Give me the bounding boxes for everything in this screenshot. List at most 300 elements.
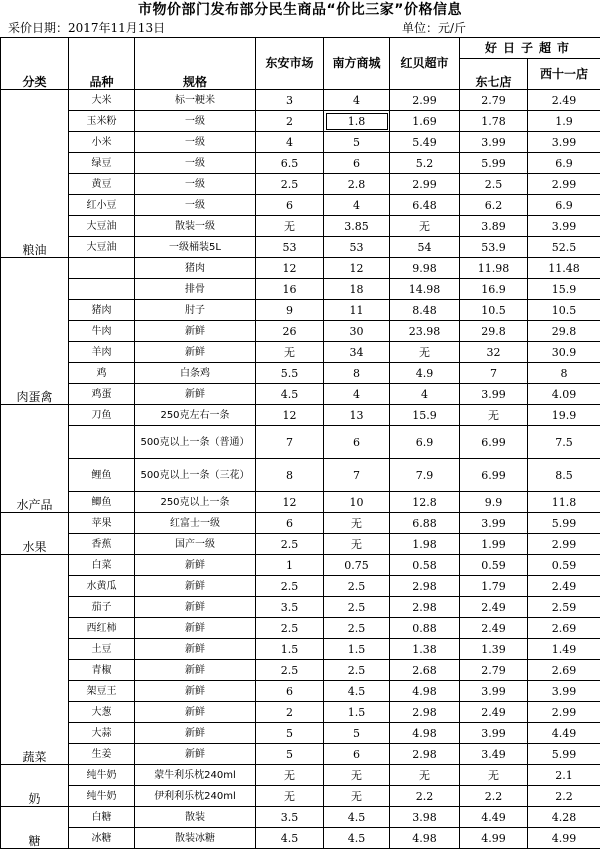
header-dongan: 东安市场 <box>256 38 324 90</box>
price-hongbei: 7.9 <box>390 459 460 492</box>
price-dongan: 3.5 <box>256 597 324 618</box>
price-table <box>0 37 600 849</box>
table-row <box>1 459 600 492</box>
price-dongan: 12 <box>256 492 324 513</box>
price-nanfang: 5 <box>324 132 390 153</box>
price-hongbei: 4 <box>390 384 460 405</box>
price-nanfang: 0.75 <box>324 555 390 576</box>
variety-cell: 水黄瓜 <box>69 576 135 597</box>
table-row <box>1 786 600 807</box>
table-row <box>1 576 600 597</box>
price-nanfang: 11 <box>324 300 390 321</box>
table-row <box>1 492 600 513</box>
variety-cell: 鸡蛋 <box>69 384 135 405</box>
price-dongan: 无 <box>256 786 324 807</box>
price-dongqi: 3.99 <box>460 723 528 744</box>
variety-cell: 绿豆 <box>69 153 135 174</box>
price-nanfang: 7 <box>324 459 390 492</box>
price-nanfang: 无 <box>324 513 390 534</box>
price-nanfang: 12 <box>324 258 390 279</box>
price-nanfang: 2.5 <box>324 576 390 597</box>
price-nanfang: 6 <box>324 153 390 174</box>
price-hongbei: 23.98 <box>390 321 460 342</box>
table-row <box>1 216 600 237</box>
price-dongqi: 29.8 <box>460 321 528 342</box>
price-dongqi: 2.2 <box>460 786 528 807</box>
price-dongqi: 2.49 <box>460 597 528 618</box>
price-dongan: 7 <box>256 426 324 459</box>
price-dongan: 5 <box>256 744 324 765</box>
price-xishiyi: 7.5 <box>528 426 600 459</box>
table-row <box>1 513 600 534</box>
price-nanfang: 1.5 <box>324 639 390 660</box>
price-xishiyi: 2.99 <box>528 702 600 723</box>
category-cell: 粮油 <box>1 90 69 258</box>
price-xishiyi: 19.9 <box>528 405 600 426</box>
price-dongan: 9 <box>256 300 324 321</box>
variety-cell: 大葱 <box>69 702 135 723</box>
price-xishiyi: 6.9 <box>528 153 600 174</box>
price-hongbei: 0.88 <box>390 618 460 639</box>
price-hongbei: 2.98 <box>390 576 460 597</box>
table-row <box>1 258 600 279</box>
price-dongqi: 5.99 <box>460 153 528 174</box>
table-row <box>1 111 600 132</box>
header-spec: 规格 <box>135 38 256 90</box>
unit-label: 单位：元/斤 <box>402 20 466 37</box>
spec-cell: 新鲜 <box>135 384 256 405</box>
price-nanfang: 5 <box>324 723 390 744</box>
spec-cell: 一级 <box>135 174 256 195</box>
table-row <box>1 405 600 426</box>
price-dongan: 5.5 <box>256 363 324 384</box>
variety-cell: 黄豆 <box>69 174 135 195</box>
price-xishiyi: 0.59 <box>528 555 600 576</box>
price-xishiyi: 4.49 <box>528 723 600 744</box>
price-hongbei: 4.98 <box>390 723 460 744</box>
price-xishiyi: 3.99 <box>528 132 600 153</box>
price-dongqi: 3.49 <box>460 744 528 765</box>
price-dongqi: 6.99 <box>460 459 528 492</box>
price-hongbei: 2.68 <box>390 660 460 681</box>
price-xishiyi: 1.9 <box>528 111 600 132</box>
table-row <box>1 321 600 342</box>
header-nanfang: 南方商城 <box>324 38 390 90</box>
price-dongqi: 3.99 <box>460 384 528 405</box>
spec-cell: 蒙牛利乐枕240ml <box>135 765 256 786</box>
price-nanfang: 无 <box>324 786 390 807</box>
price-dongan: 12 <box>256 405 324 426</box>
table-row <box>1 702 600 723</box>
category-cell: 水产品 <box>1 405 69 513</box>
variety-cell: 玉米粉 <box>69 111 135 132</box>
price-xishiyi: 2.69 <box>528 660 600 681</box>
price-hongbei: 无 <box>390 342 460 363</box>
price-xishiyi: 5.99 <box>528 744 600 765</box>
price-xishiyi: 3.99 <box>528 681 600 702</box>
spec-cell: 标一粳米 <box>135 90 256 111</box>
price-hongbei: 2.99 <box>390 90 460 111</box>
spec-cell: 猪肉 <box>135 258 256 279</box>
price-hongbei: 1.69 <box>390 111 460 132</box>
spec-cell: 250克以上一条 <box>135 492 256 513</box>
spec-cell: 白条鸡 <box>135 363 256 384</box>
table-row <box>1 744 600 765</box>
table-row <box>1 342 600 363</box>
price-xishiyi: 1.49 <box>528 639 600 660</box>
price-nanfang: 4.5 <box>324 681 390 702</box>
price-xishiyi: 29.8 <box>528 321 600 342</box>
price-nanfang: 30 <box>324 321 390 342</box>
variety-cell: 大蒜 <box>69 723 135 744</box>
price-dongan: 4.5 <box>256 828 324 849</box>
header-hongbei: 红贝超市 <box>390 38 460 90</box>
price-dongan: 6 <box>256 681 324 702</box>
spec-cell: 新鲜 <box>135 744 256 765</box>
table-row <box>1 174 600 195</box>
price-xishiyi: 2.59 <box>528 597 600 618</box>
header-category: 分类 <box>1 38 69 90</box>
price-dongqi: 2.49 <box>460 618 528 639</box>
price-dongqi: 3.89 <box>460 216 528 237</box>
price-nanfang: 6 <box>324 426 390 459</box>
price-dongqi: 6.99 <box>460 426 528 459</box>
price-dongan: 无 <box>256 342 324 363</box>
price-dongqi: 无 <box>460 765 528 786</box>
variety-cell: 生姜 <box>69 744 135 765</box>
spec-cell: 500克以上一条（三花） <box>135 459 256 492</box>
variety-cell: 西红柿 <box>69 618 135 639</box>
table-row <box>1 618 600 639</box>
variety-cell: 小米 <box>69 132 135 153</box>
price-nanfang: 2.5 <box>324 660 390 681</box>
variety-cell: 白菜 <box>69 555 135 576</box>
spec-cell: 红富士一级 <box>135 513 256 534</box>
spec-cell: 散装 <box>135 807 256 828</box>
variety-cell: 茄子 <box>69 597 135 618</box>
table-row <box>1 195 600 216</box>
price-dongqi: 2.49 <box>460 702 528 723</box>
price-nanfang: 4 <box>324 90 390 111</box>
price-dongan: 1 <box>256 555 324 576</box>
spec-cell: 新鲜 <box>135 723 256 744</box>
price-dongqi: 32 <box>460 342 528 363</box>
header-variety: 品种 <box>69 38 135 90</box>
spec-cell: 国产一级 <box>135 534 256 555</box>
price-nanfang: 2.8 <box>324 174 390 195</box>
table-row <box>1 555 600 576</box>
category-cell: 水果 <box>1 513 69 555</box>
price-dongqi: 1.79 <box>460 576 528 597</box>
price-dongqi: 16.9 <box>460 279 528 300</box>
price-dongqi: 11.98 <box>460 258 528 279</box>
table-row <box>1 597 600 618</box>
variety-cell: 香蕉 <box>69 534 135 555</box>
price-dongqi: 7 <box>460 363 528 384</box>
table-row <box>1 90 600 111</box>
table-row <box>1 132 600 153</box>
variety-cell: 红小豆 <box>69 195 135 216</box>
price-hongbei: 6.9 <box>390 426 460 459</box>
price-xishiyi: 4.09 <box>528 384 600 405</box>
price-nanfang: 6 <box>324 744 390 765</box>
variety-cell: 鲤鱼 <box>69 459 135 492</box>
table-row <box>1 639 600 660</box>
table-row <box>1 765 600 786</box>
price-hongbei: 6.88 <box>390 513 460 534</box>
price-hongbei: 8.48 <box>390 300 460 321</box>
price-hongbei: 无 <box>390 765 460 786</box>
variety-cell: 纯牛奶 <box>69 765 135 786</box>
price-hongbei: 54 <box>390 237 460 258</box>
spec-cell: 新鲜 <box>135 555 256 576</box>
price-xishiyi: 4.28 <box>528 807 600 828</box>
price-dongqi: 53.9 <box>460 237 528 258</box>
table-row <box>1 681 600 702</box>
category-cell: 奶 <box>1 765 69 807</box>
price-dongqi: 2.79 <box>460 660 528 681</box>
spec-cell: 一级 <box>135 195 256 216</box>
spec-cell: 一级桶装5L <box>135 237 256 258</box>
price-xishiyi: 2.49 <box>528 90 600 111</box>
spec-cell: 一级 <box>135 111 256 132</box>
header-xishiyi: 西十一店 <box>528 59 600 90</box>
price-xishiyi: 3.99 <box>528 216 600 237</box>
price-dongan: 2.5 <box>256 660 324 681</box>
price-hongbei: 5.49 <box>390 132 460 153</box>
price-dongan: 4 <box>256 132 324 153</box>
price-nanfang: 2.5 <box>324 618 390 639</box>
table-row <box>1 534 600 555</box>
spec-cell: 新鲜 <box>135 618 256 639</box>
price-xishiyi: 4.99 <box>528 828 600 849</box>
price-xishiyi: 8 <box>528 363 600 384</box>
variety-cell: 羊肉 <box>69 342 135 363</box>
price-xishiyi: 5.99 <box>528 513 600 534</box>
table-row <box>1 384 600 405</box>
price-hongbei: 1.38 <box>390 639 460 660</box>
page-title: 市物价部门发布部分民生商品“价比三家”价格信息 <box>0 0 600 20</box>
price-nanfang: 无 <box>324 765 390 786</box>
price-nanfang: 无 <box>324 534 390 555</box>
spec-cell: 伊利利乐枕240ml <box>135 786 256 807</box>
variety-cell: 纯牛奶 <box>69 786 135 807</box>
survey-date: 采价日期：2017年11月13日 <box>8 20 165 37</box>
spec-cell: 新鲜 <box>135 576 256 597</box>
variety-cell: 土豆 <box>69 639 135 660</box>
table-row <box>1 363 600 384</box>
price-nanfang: 18 <box>324 279 390 300</box>
price-dongan: 2.5 <box>256 534 324 555</box>
price-nanfang: 4.5 <box>324 807 390 828</box>
price-hongbei: 6.48 <box>390 195 460 216</box>
price-dongqi: 3.99 <box>460 132 528 153</box>
table-row <box>1 237 600 258</box>
category-cell: 糖 <box>1 807 69 849</box>
price-hongbei: 2.99 <box>390 174 460 195</box>
price-hongbei: 5.2 <box>390 153 460 174</box>
variety-cell: 苹果 <box>69 513 135 534</box>
price-dongqi: 3.99 <box>460 513 528 534</box>
price-dongqi: 无 <box>460 405 528 426</box>
price-hongbei: 2.2 <box>390 786 460 807</box>
price-dongan: 5 <box>256 723 324 744</box>
spec-cell: 新鲜 <box>135 681 256 702</box>
price-dongan: 6.5 <box>256 153 324 174</box>
price-hongbei: 4.98 <box>390 681 460 702</box>
variety-cell: 白糖 <box>69 807 135 828</box>
price-dongan: 2.5 <box>256 174 324 195</box>
price-nanfang: 4.5 <box>324 828 390 849</box>
price-hongbei: 3.98 <box>390 807 460 828</box>
price-hongbei: 4.9 <box>390 363 460 384</box>
price-dongan: 3 <box>256 90 324 111</box>
price-dongan: 2.5 <box>256 618 324 639</box>
table-row <box>1 300 600 321</box>
spec-cell: 新鲜 <box>135 597 256 618</box>
price-hongbei: 9.98 <box>390 258 460 279</box>
table-row <box>1 426 600 459</box>
price-dongan: 12 <box>256 258 324 279</box>
spec-cell: 肘子 <box>135 300 256 321</box>
price-xishiyi: 6.9 <box>528 195 600 216</box>
price-dongqi: 4.99 <box>460 828 528 849</box>
price-dongqi: 10.5 <box>460 300 528 321</box>
variety-cell: 鸡 <box>69 363 135 384</box>
table-row <box>1 660 600 681</box>
variety-cell <box>69 258 135 279</box>
price-dongqi: 4.49 <box>460 807 528 828</box>
price-hongbei: 0.58 <box>390 555 460 576</box>
price-hongbei: 无 <box>390 216 460 237</box>
price-dongan: 26 <box>256 321 324 342</box>
price-dongqi: 9.9 <box>460 492 528 513</box>
price-dongan: 16 <box>256 279 324 300</box>
price-nanfang: 8 <box>324 363 390 384</box>
spec-cell: 散装一级 <box>135 216 256 237</box>
price-xishiyi: 2.99 <box>528 174 600 195</box>
spec-cell: 排骨 <box>135 279 256 300</box>
header-haori-group: 好日子超市 <box>460 38 600 59</box>
price-nanfang: 13 <box>324 405 390 426</box>
price-dongan: 8 <box>256 459 324 492</box>
price-dongan: 2 <box>256 702 324 723</box>
price-xishiyi: 30.9 <box>528 342 600 363</box>
price-xishiyi: 11.48 <box>528 258 600 279</box>
price-dongan: 2 <box>256 111 324 132</box>
spec-cell: 一级 <box>135 132 256 153</box>
variety-cell: 刀鱼 <box>69 405 135 426</box>
variety-cell: 大豆油 <box>69 216 135 237</box>
spec-cell: 新鲜 <box>135 660 256 681</box>
price-nanfang: 10 <box>324 492 390 513</box>
table-row <box>1 828 600 849</box>
price-dongan: 53 <box>256 237 324 258</box>
table-row <box>1 723 600 744</box>
price-hongbei: 2.98 <box>390 597 460 618</box>
spec-cell: 新鲜 <box>135 321 256 342</box>
price-dongan: 无 <box>256 216 324 237</box>
price-dongan: 4.5 <box>256 384 324 405</box>
price-dongqi: 0.59 <box>460 555 528 576</box>
table-row <box>1 279 600 300</box>
price-nanfang: 2.5 <box>324 597 390 618</box>
price-xishiyi: 2.1 <box>528 765 600 786</box>
variety-cell: 牛肉 <box>69 321 135 342</box>
price-dongan: 6 <box>256 513 324 534</box>
variety-cell: 鲫鱼 <box>69 492 135 513</box>
price-dongqi: 6.2 <box>460 195 528 216</box>
price-xishiyi: 11.8 <box>528 492 600 513</box>
price-nanfang: 1.8 <box>324 111 390 132</box>
table-row <box>1 153 600 174</box>
variety-cell: 架豆王 <box>69 681 135 702</box>
variety-cell: 大米 <box>69 90 135 111</box>
price-hongbei: 1.98 <box>390 534 460 555</box>
price-dongan: 2.5 <box>256 576 324 597</box>
price-dongqi: 1.78 <box>460 111 528 132</box>
price-xishiyi: 2.69 <box>528 618 600 639</box>
price-hongbei: 15.9 <box>390 405 460 426</box>
variety-cell: 猪肉 <box>69 300 135 321</box>
price-dongan: 3.5 <box>256 807 324 828</box>
spec-cell: 散装冰糖 <box>135 828 256 849</box>
category-cell: 蔬菜 <box>1 555 69 765</box>
price-hongbei: 2.98 <box>390 702 460 723</box>
price-dongan: 无 <box>256 765 324 786</box>
spec-cell: 250克左右一条 <box>135 405 256 426</box>
price-nanfang: 53 <box>324 237 390 258</box>
price-nanfang: 4 <box>324 384 390 405</box>
price-dongan: 1.5 <box>256 639 324 660</box>
spec-cell: 一级 <box>135 153 256 174</box>
variety-cell: 冰糖 <box>69 828 135 849</box>
price-nanfang: 4 <box>324 195 390 216</box>
price-xishiyi: 15.9 <box>528 279 600 300</box>
price-hongbei: 12.8 <box>390 492 460 513</box>
variety-cell: 大豆油 <box>69 237 135 258</box>
price-nanfang: 34 <box>324 342 390 363</box>
spec-cell: 新鲜 <box>135 342 256 363</box>
table-row <box>1 807 600 828</box>
price-hongbei: 2.98 <box>390 744 460 765</box>
price-dongan: 6 <box>256 195 324 216</box>
price-xishiyi: 2.49 <box>528 576 600 597</box>
price-xishiyi: 52.5 <box>528 237 600 258</box>
variety-cell <box>69 279 135 300</box>
price-dongqi: 1.99 <box>460 534 528 555</box>
spec-cell: 新鲜 <box>135 702 256 723</box>
price-hongbei: 4.98 <box>390 828 460 849</box>
category-cell: 肉蛋禽 <box>1 258 69 405</box>
price-hongbei: 14.98 <box>390 279 460 300</box>
price-xishiyi: 2.99 <box>528 534 600 555</box>
price-nanfang: 3.85 <box>324 216 390 237</box>
price-xishiyi: 2.2 <box>528 786 600 807</box>
price-dongqi: 1.39 <box>460 639 528 660</box>
spec-cell: 新鲜 <box>135 639 256 660</box>
price-xishiyi: 10.5 <box>528 300 600 321</box>
price-nanfang: 1.5 <box>324 702 390 723</box>
price-xishiyi: 8.5 <box>528 459 600 492</box>
price-dongqi: 2.79 <box>460 90 528 111</box>
price-dongqi: 2.5 <box>460 174 528 195</box>
variety-cell <box>69 426 135 459</box>
spec-cell: 500克以上一条（普通） <box>135 426 256 459</box>
variety-cell: 青椒 <box>69 660 135 681</box>
header-dongqi: 东七店 <box>460 59 528 90</box>
price-dongqi: 3.99 <box>460 681 528 702</box>
